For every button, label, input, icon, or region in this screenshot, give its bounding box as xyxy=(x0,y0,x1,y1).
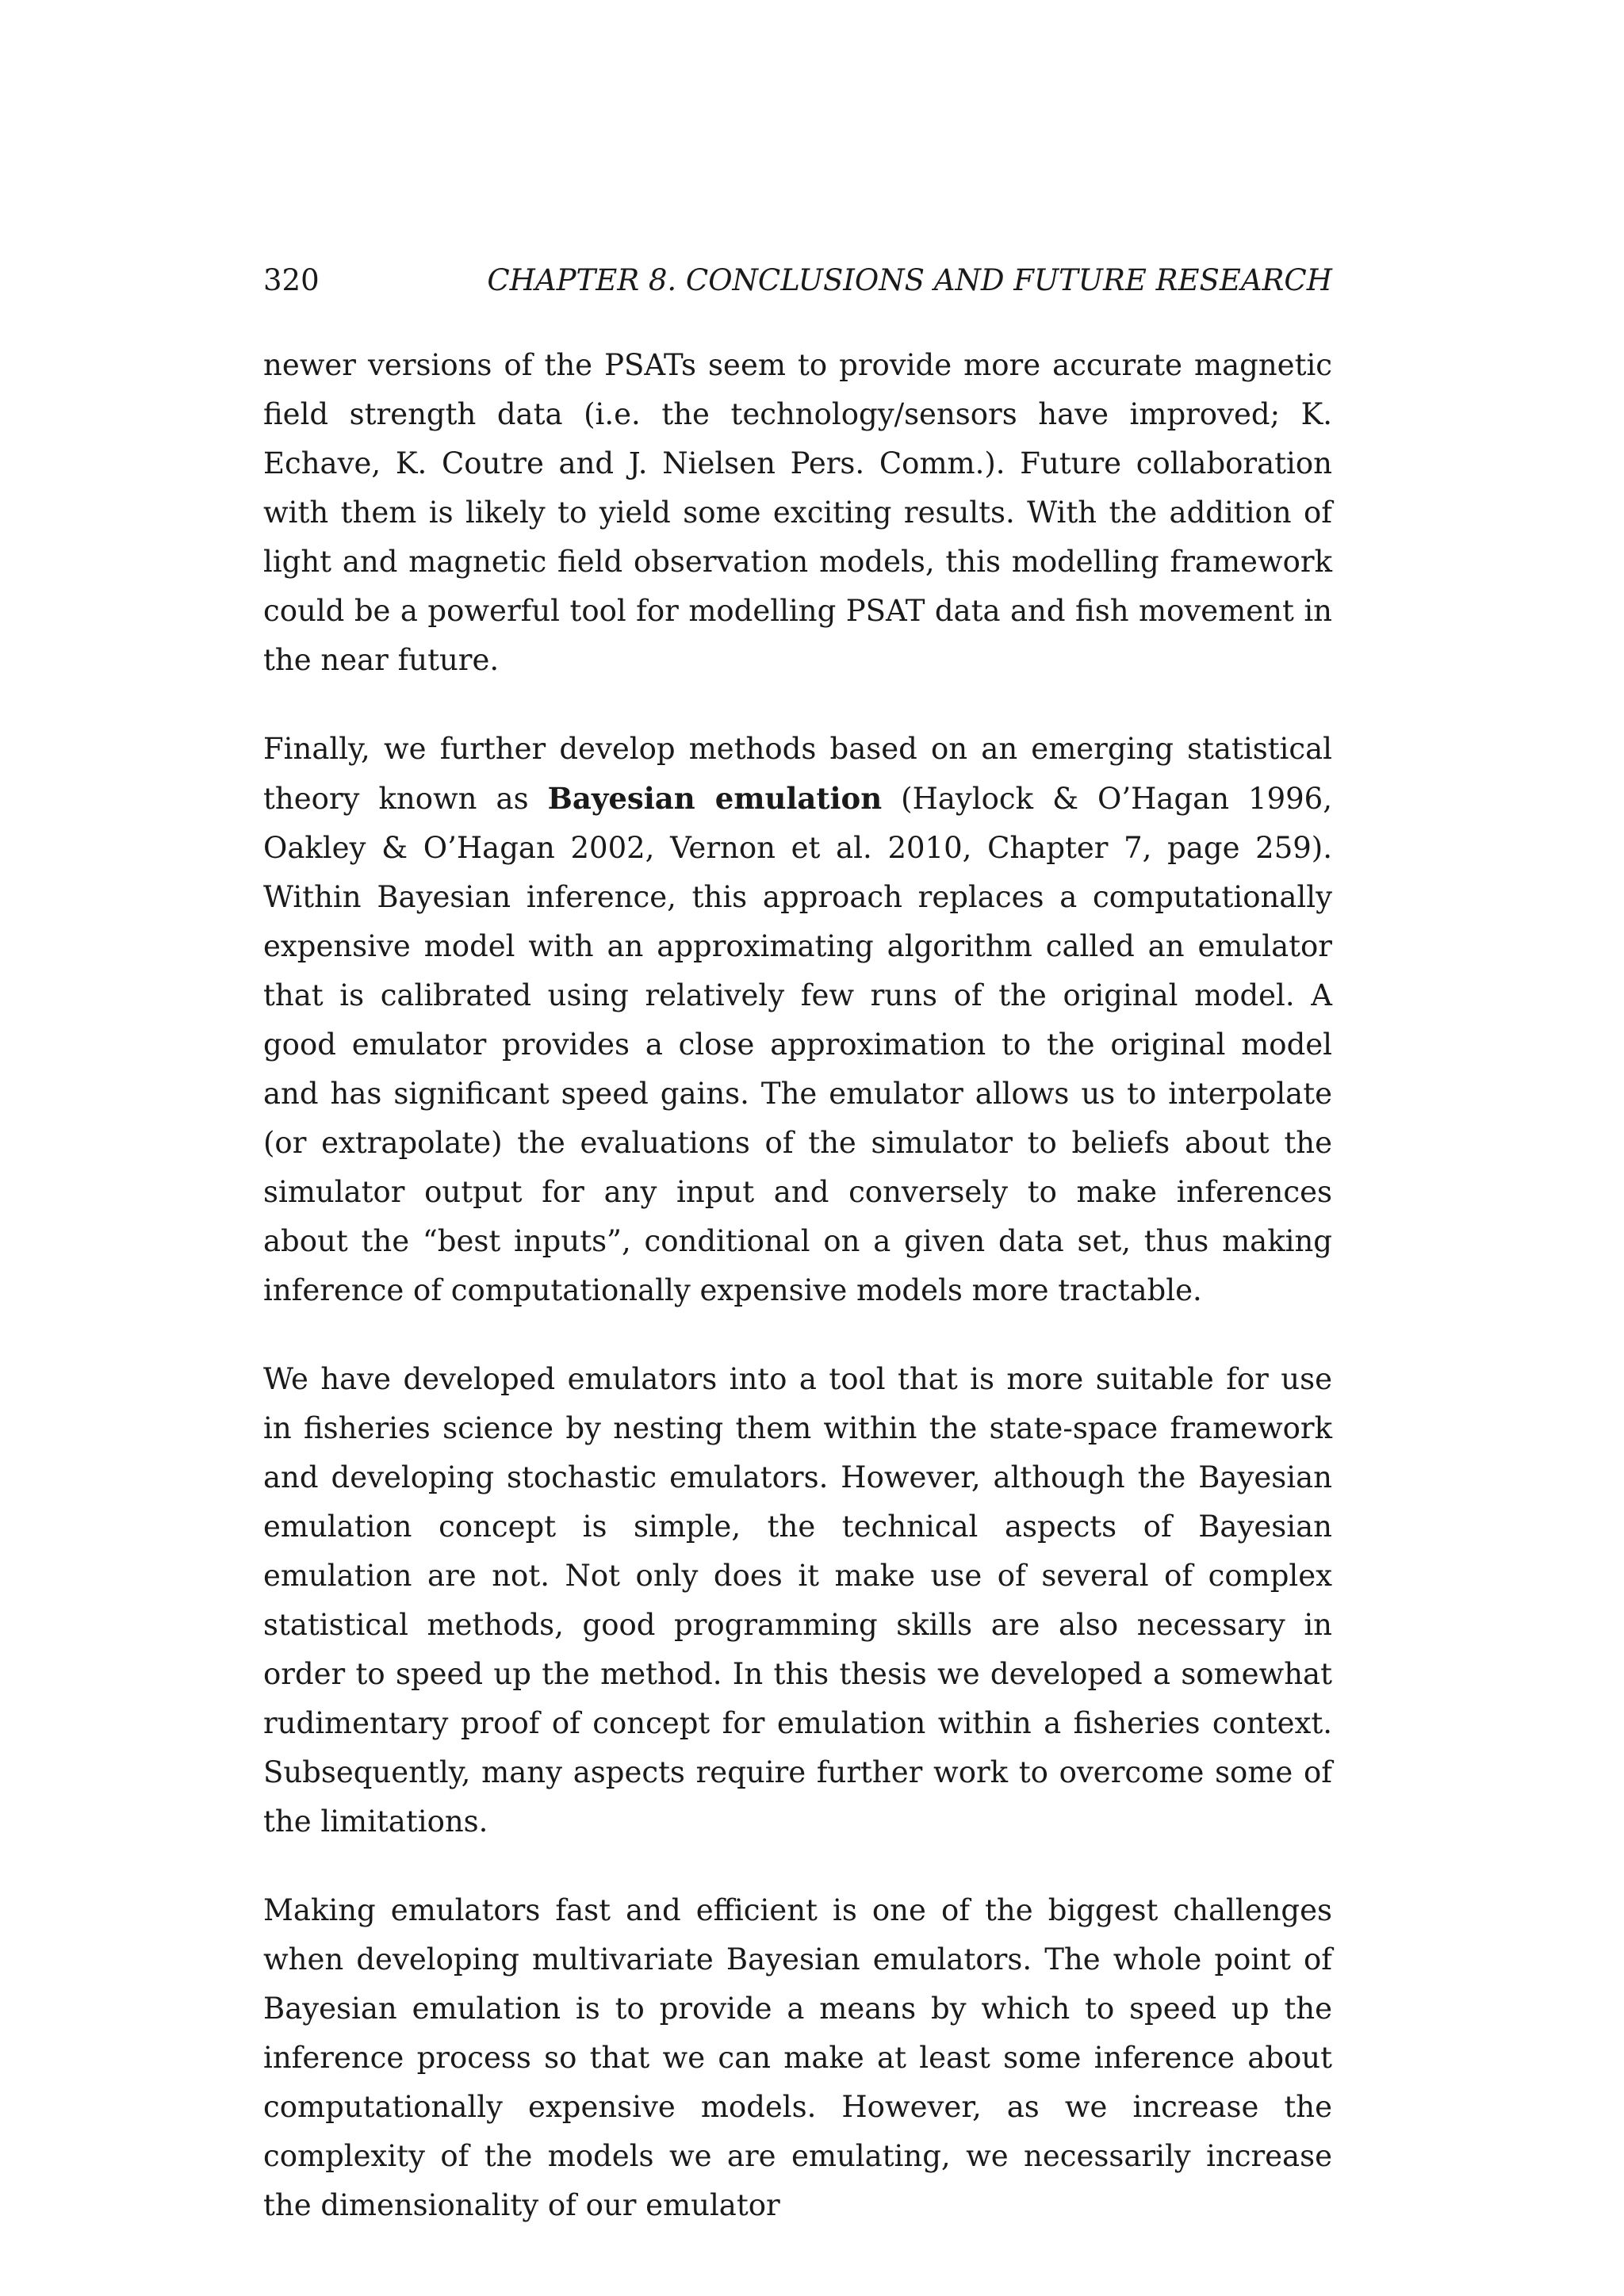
chapter-title: CHAPTER 8. CONCLUSIONS AND FUTURE RESEARCH xyxy=(487,263,1332,297)
page-number: 320 xyxy=(263,263,320,297)
paragraph-text-after: (Haylock & O’Hagan 1996, Oakley & O’Hagan 2002, Vernon et al. 2010, Chapter 7, page 259). Within Bayesian inference, this approach replaces a computationally expensive model with an approximating algorithm called an emulator that is calibrated using relatively few runs of the original model. A good emulator provides a close approximation to the original model and has significant speed gains. The emulator allows us to interpolate (or extrapolate) the evaluations of the simulator to beliefs about the simulator output for any input and conversely to make inferences about the “best inputs”, conditional on a given data set, thus making inference of computationally expensive models more tractable. xyxy=(263,782,1332,1307)
paragraph-efficiency: Making emulators fast and efficient is one of the biggest challenges when developing multivariate Bayesian emulators. The whole point of Bayesian emulation is to provide a means by which to speed up the inference process so that we can make at least some inference about computationally expensive models. However, as we increase the complexity of the models we are emulating, we necessarily increase the dimensionality of our emulator xyxy=(263,1893,1332,2222)
paragraph-bayesian-emulation xyxy=(263,725,1332,1315)
bold-term: Bayesian emulation xyxy=(547,781,883,816)
document-page xyxy=(263,262,1332,2270)
paragraph-text-before: Finally, we further develop methods based on an emerging statistical theory known as xyxy=(263,732,1332,816)
paragraph-psat: newer versions of the PSATs seem to provide more accurate magnetic field strength data (i.e. the technology/sensors have improved; K. Echave, K. Coutre and J. Nielsen Pers. Comm.). Future collaboration with them is likely to yield some exciting results. With the addition of light and magnetic field observation models, this modelling framework could be a powerful tool for modelling PSAT data and fish movement in the near future. xyxy=(263,348,1332,677)
paragraph-emulator-development: We have developed emulators into a tool that is more suitable for use in fisheries science by nesting them within the state-space framework and developing stochastic emulators. However, although the Bayesian emulation concept is simple, the technical aspects of Bayesian emulation are not. Not only does it make use of several of complex statistical methods, good programming skills are also necessary in order to speed up the method. In this thesis we developed a somewhat rudimentary proof of concept for emulation within a fisheries context. Subsequently, many aspects require further work to overcome some of the limitations. xyxy=(263,1362,1332,1839)
running-header xyxy=(263,262,1332,300)
